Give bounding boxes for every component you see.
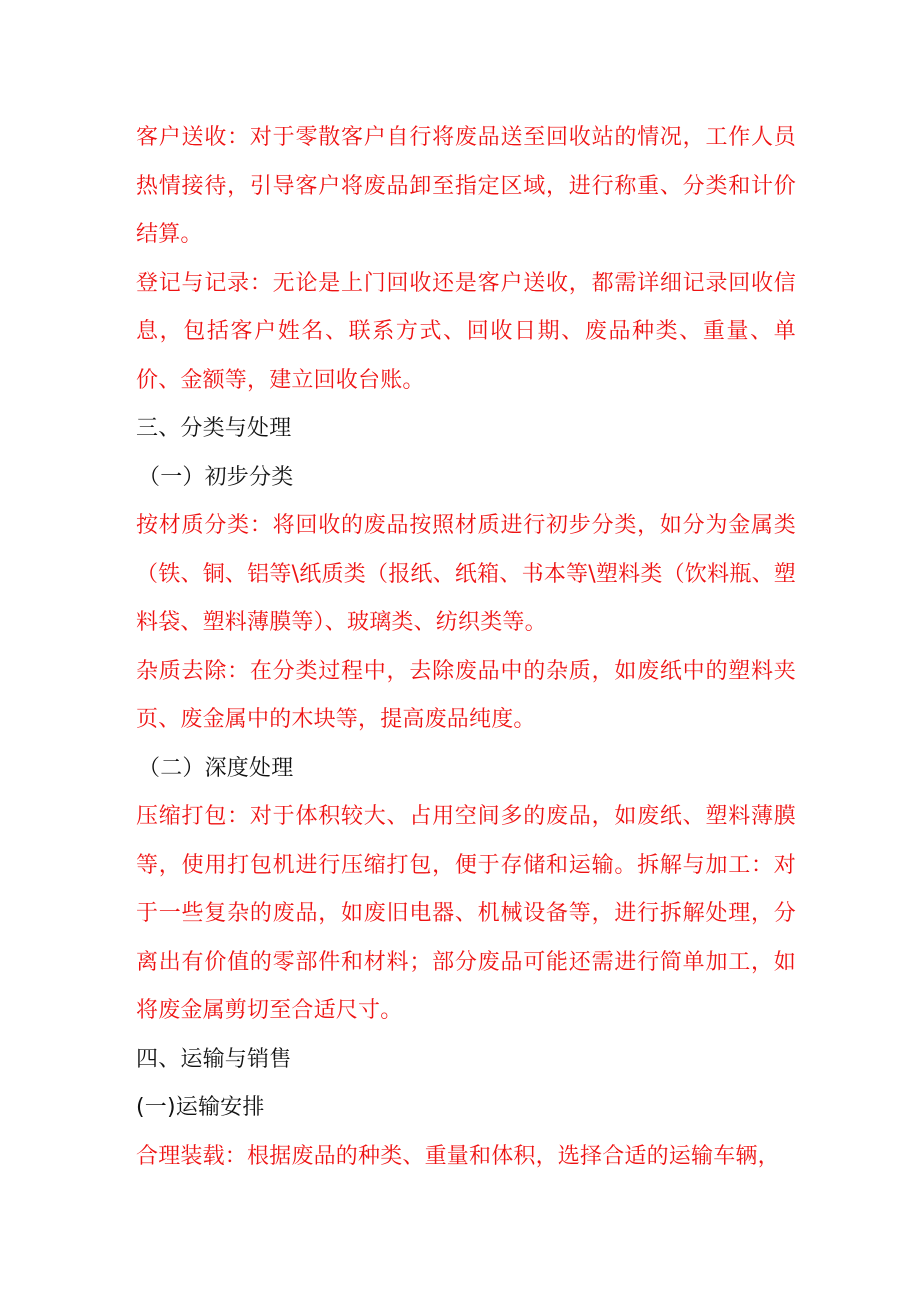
section-heading-sorting-processing: 三、分类与处理 [136,416,292,441]
subsection-heading-deep-processing: （二）深度处理 [138,755,294,781]
paragraph-reasonable-loading: 合理装载：根据废品的种类、重量和体积，选择合适的运输车辆， [136,1143,780,1169]
subsection-heading-initial-sorting: （一）初步分类 [138,464,294,490]
subsection-heading-transport-arrangement: (一)运输安排 [136,1095,265,1120]
paragraph-impurity-removal: 杂质去除：在分类过程中，去除废品中的杂质，如废纸中的塑料夹页、废金属中的木块等，提高废品纯度。 [136,658,796,732]
section-heading-transport-sales: 四、运输与销售 [136,1046,292,1072]
paragraph-registration-record: 登记与记录：无论是上门回收还是客户送收，都需详细记录回收信息，包括客户姓名、联系方式、回收日期、废品种类、重量、单价、金额等，建立回收台账。 [136,270,796,393]
paragraph-sort-by-material: 按材质分类：将回收的废品按照材质进行初步分类，如分为金属类（铁、铜、铝等\纸质类（报纸、纸箱、书本等\塑料类（饮料瓶、塑料袋、塑料薄膜等）、玻璃类、纺织类等。 [136,513,796,635]
document-body [136,114,796,1181]
paragraph-compression-dismantling: 压缩打包：对于体积较大、占用空间多的废品，如废纸、塑料薄膜等，使用打包机进行压缩打包，便于存储和运输。拆解与加工：对于一些复杂的废品，如废旧电器、机械设备等，进行拆解处理，分离出有价值的零部件和材料；部分废品可能还需进行简单加工，如将废金属剪切至合适尺寸。 [136,804,796,1023]
paragraph-customer-dropoff: 客户送收：对于零散客户自行将废品送至回收站的情况，工作人员热情接待，引导客户将废品卸至指定区域，进行称重、分类和计价结算。 [136,125,796,247]
